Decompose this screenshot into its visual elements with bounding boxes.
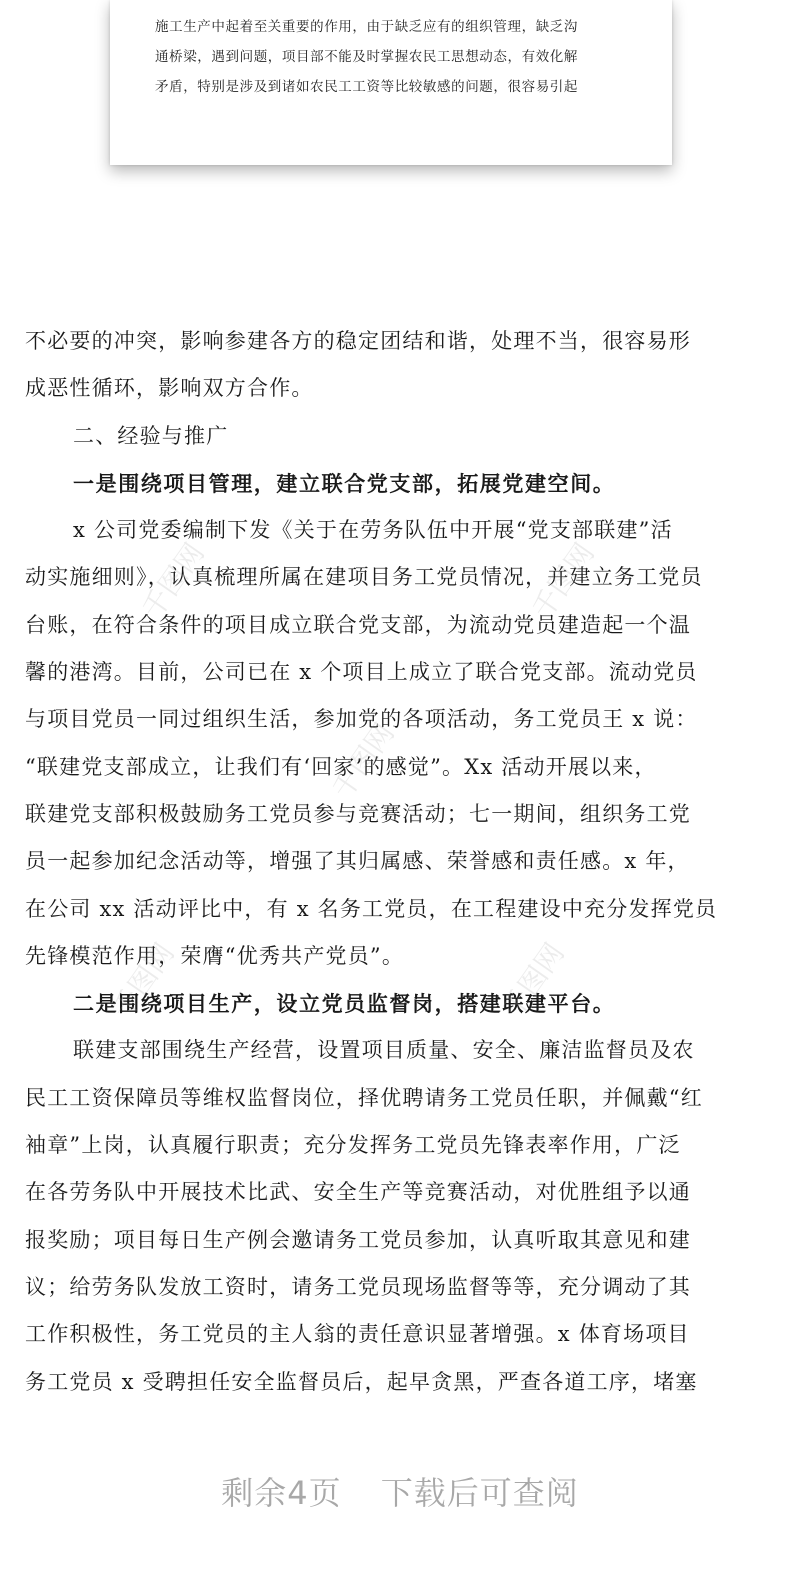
section-heading: 二、经验与推广 [73,423,229,448]
watermark: 千图网 [325,716,401,805]
subsection-heading: 二是围绕项目生产，设立党员监督岗，搭建联建平台。 [73,991,616,1017]
document-body [25,318,775,1406]
paragraph-line: “联建党支部成立，让我们有‘回家’的感觉”。Xx 活动开展以来， [25,754,657,779]
paragraph-line: 台账，在符合条件的项目成立联合党支部，为流动党员建造起一个温 [25,612,691,637]
paragraph-line: 动实施细则》，认真梳理所属在建项目务工党员情况，并建立务工党员 [25,565,703,590]
paragraph-line: x 公司党委编制下发《关于在劳务队伍中开展“党支部联建”活 [73,518,673,543]
watermark: 千图网 [525,536,601,625]
watermark: 千图网 [495,936,571,1025]
paragraph-line: 不必要的冲突，影响参建各方的稳定团结和谐，处理不当，很容易形 [25,329,691,353]
download-prompt[interactable] [0,1468,800,1514]
watermark: 千图网 [135,536,211,625]
paragraph-line: 联建支部围绕生产经营，设置项目质量、安全、廉洁监督员及农 [73,1038,695,1063]
preview-line: 施工生产中起着至关重要的作用，由于缺乏应有的组织管理，缺乏沟 [155,19,578,35]
paragraph-line: 成恶性循环，影响双方合作。 [25,376,314,401]
paragraph-line: 民工工资保障员等维权监督岗位，择优聘请务工党员任职，并佩戴“红 [25,1085,703,1110]
paragraph-line: 馨的港湾。目前，公司已在 x 个项目上成立了联合党支部。流动党员 [25,660,698,685]
subsection-heading: 一是围绕项目管理，建立联合党支部，拓展党建空间。 [73,470,616,496]
paragraph-line: 联建党支部积极鼓励务工党员参与竞赛活动；七一期间，组织务工党 [25,801,691,826]
paragraph-line: 员一起参加纪念活动等，增强了其归属感、荣誉感和责任感。x 年， [25,849,690,874]
paragraph-line: 务工党员 x 受聘担任安全监督员后，起早贪黑，严查各道工序，堵塞 [25,1369,698,1394]
paragraph-line: 在各劳务队中开展技术比武、安全生产等竞赛活动，对优胜组予以通 [25,1180,691,1205]
paragraph-line: 议；给劳务队发放工资时，请务工党员现场监督等等，充分调动了其 [25,1274,691,1299]
remaining-pages-text: 剩余4页 [221,1474,342,1512]
paragraph-line: 袖章”上岗，认真履行职责；充分发挥务工党员先锋表率作用，广泛 [25,1133,681,1158]
paragraph-line: 工作积极性，务工党员的主人翁的责任意识显著增强。x 体育场项目 [25,1322,690,1347]
paragraph-line: 先锋模范作用，荣膺“优秀共产党员”。 [25,943,405,968]
preview-line: 矛盾，特别是涉及到诸如农民工工资等比较敏感的问题，很容易引起 [155,79,578,95]
download-to-read-text: 下载后可查阅 [380,1474,579,1512]
paragraph-line: 报奖励；项目每日生产例会邀请务工党员参加，认真听取其意见和建 [25,1227,691,1252]
paragraph-line: 在公司 xx 活动评比中，有 x 名务工党员，在工程建设中充分发挥党员 [25,896,718,921]
preview-line: 通桥梁，遇到问题，项目部不能及时掌握农民工思想动态，有效化解 [155,49,578,65]
previous-page-preview [110,0,672,165]
paragraph-line: 与项目党员一同过组织生活，参加党的各项活动，务工党员王 x 说： [25,707,698,732]
watermark: 千图网 [105,936,181,1025]
